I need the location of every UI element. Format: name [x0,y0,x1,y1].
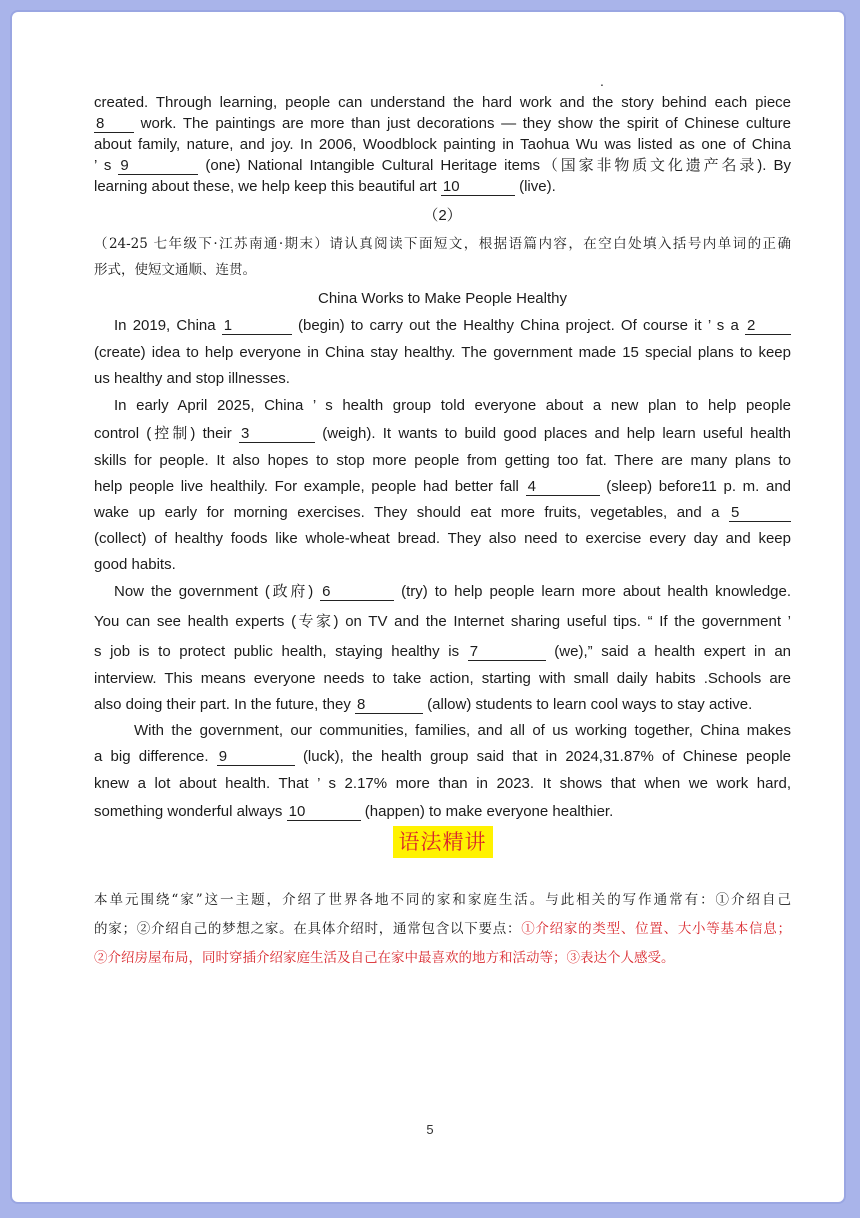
stray-dot: . [600,73,604,89]
answer-blank[interactable]: 8 [355,696,423,714]
key-point-text: ①介绍家的类型、位置、大小等基本信息； [521,921,791,937]
section-number: （2） [423,207,462,224]
answer-blank[interactable]: 9 [118,157,198,175]
text-line [94,581,791,602]
line-text: (begin) to carry out the Healthy China project. Of course it ’ s a [297,317,739,334]
line-text: control (控制) their [94,425,232,442]
text-line [94,315,791,336]
answer-blank[interactable]: 2 [745,317,791,335]
text-line: good habits. [94,556,176,573]
text-line: You can see health experts (专家) on TV and the Internet sharing useful tips. “ If the government ’ [94,613,791,630]
answer-blank[interactable]: 5 [729,504,791,522]
line-text: about family, nature, and joy. In 2006, Woodblock painting in Taohua Wu was listed as one of China [94,136,791,153]
text-line [94,641,791,662]
answer-blank[interactable]: 9 [217,748,295,766]
grammar-line [94,919,791,940]
text-line: us healthy and stop illnesses. [94,370,290,387]
text-line: In early April 2025, China ’ s health group told everyone about a new plan to help people [114,397,791,414]
answer-blank[interactable]: 1 [222,317,292,335]
line-text: (we),” said a health expert in an [554,643,791,660]
answer-blank[interactable]: 4 [526,478,600,496]
answer-blank[interactable]: 10 [441,178,515,196]
line-text: also doing their part. In the future, they [94,696,351,713]
line-text: (sleep) before11 p. m. and [606,478,791,495]
answer-blank[interactable]: 3 [239,425,315,443]
text-line: knew a lot about health. That ’ s 2.17% more than in 2023. It shows that when we work hard, [94,775,791,792]
text-line [94,423,791,444]
text-line: (create) idea to help everyone in China stay healthy. The government made 15 special plans to keep [94,344,791,361]
text-line [94,476,791,497]
answer-blank[interactable]: 7 [468,643,546,661]
line-text: (one) National Intangible Cultural Heritage items（国家非物质文化遗产名录). By [205,157,791,174]
text-line [94,502,791,523]
page [10,10,846,1204]
line-text: (luck), the health group said that in 2024,31.87% of Chinese people [302,748,791,765]
text-line [94,801,791,822]
line-text: help people live healthily. For example, people had better fall [94,478,519,495]
grammar-line: 本单元围绕“家”这一主题，介绍了世界各地不同的家和家庭生活。与此相关的写作通常有：①介绍自己 [94,892,791,908]
line-text: work. The paintings are more than just decorations — they show the spirit of Chinese culture [140,115,791,132]
text-line [94,694,791,715]
line-text: a big difference. [94,748,209,765]
line-text: created. Through learning, people can understand the hard work and the story behind each piece [94,94,791,111]
grammar-line: ②介绍房屋布局，同时穿插介绍家庭生活及自己在家中最喜欢的地方和活动等；③表达个人感受。 [94,950,675,966]
line-text: learning about these, we help keep this beautiful art [94,178,437,195]
text-line: skills for people. It also hopes to stop more people from getting too fat. There are many plans to [94,452,791,469]
instruction-line: 形式，使短文通顺、连贯。 [94,262,256,278]
line-text: 的家；②介绍自己的梦想之家。在具体介绍时，通常包含以下要点： [94,921,522,937]
line-text: (try) to help people learn more about health knowledge. [401,583,791,600]
line-text: (weigh). It wants to build good places and help learn useful health [322,425,791,442]
text-line [94,746,791,767]
text-line [94,176,791,204]
line-text: something wonderful always [94,803,283,820]
passage-title: China Works to Make People Healthy [317,290,567,307]
line-text: ’ s [94,157,112,174]
line-text: Now the government (政府) [114,583,314,600]
text-line: (collect) of healthy foods like whole-wheat bread. They also need to exercise every day and keep [94,530,791,547]
text-line: With the government, our communities, families, and all of us working together, China makes [134,722,791,739]
page-number: 5 [426,1122,434,1137]
text-line: interview. This means everyone needs to take action, starting with small daily habits .Schools are [94,670,791,687]
answer-blank[interactable]: 10 [287,803,361,821]
line-text: In 2019, China [114,317,216,334]
page-content [94,92,791,969]
line-text: (live). [519,178,556,195]
grammar-heading: 语法精讲 [393,826,493,858]
line-text: wake up early for morning exercises. They should eat more fruits, vegetables, and a [94,504,720,521]
line-text: s job is to protect public health, staying healthy is [94,643,460,660]
grammar-heading-wrap [94,826,791,858]
answer-blank[interactable]: 6 [320,583,394,601]
line-text: (allow) students to learn cool ways to stay active. [427,696,753,713]
answer-blank[interactable]: 8 [94,115,134,133]
line-text: (happen) to make everyone healthier. [364,803,614,820]
instruction-line: （24-25 七年级下·江苏南通·期末）请认真阅读下面短文，根据语篇内容，在空白处填入括号内单词的正确 [94,236,791,252]
